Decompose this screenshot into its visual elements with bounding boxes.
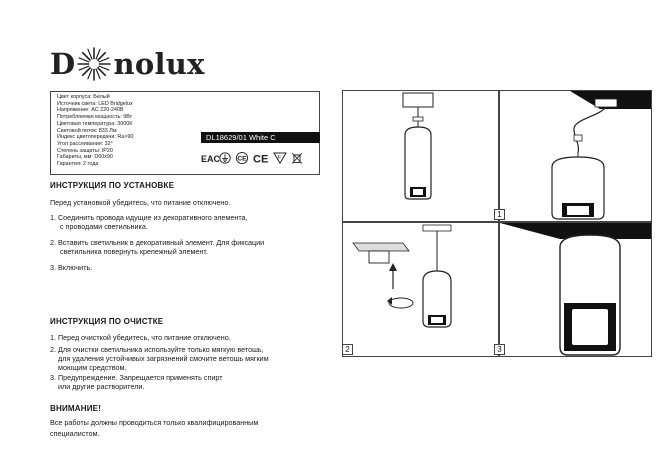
installed-fixture-illustration [500,223,651,356]
insert-and-rotate-illustration [343,223,498,356]
cleaning-step-2-cont: моющим средством. [58,363,127,372]
canopy-mount-illustration [500,91,651,221]
diagram-panel-2 [342,222,499,357]
ce-mark-text: CE [253,153,269,166]
spec-line: Гарантия: 2 года [57,161,99,168]
installation-step-3: 3. Включить. [50,263,93,272]
spec-line: Габариты, мм: D60х90 [57,154,113,161]
ce-mark-icon [253,152,269,164]
ce-mark-text: CE [237,155,247,163]
pendant-wiring-illustration [343,91,498,221]
spec-line: Индекс цветопередачи: Ra>90 [57,134,134,141]
diagram-panel-3 [499,222,652,357]
installation-step-2: 2. Вставить светильник в декоративный элемент. Для фиксации [50,238,265,247]
model-number: DL18629/01 White C [201,132,320,143]
diagram-panel-1 [342,90,499,222]
cleaning-step-3-cont: или другие растворители. [58,382,145,391]
sunburst-icon [76,46,112,82]
spec-line: Цвет корпуса: Белый [57,94,110,100]
triangle-icon [273,152,287,164]
installation-step-2-cont: светильника повернуть крепежный элемент. [60,247,208,256]
ce-mark-icon [235,152,249,164]
cleaning-step-1: 1. Перед очисткой убедитесь, что питание отключено. [50,333,231,342]
installation-step-1: 1. Соединить провода идущие из декоративного элемента, [50,213,248,222]
warning-title: ВНИМАНИЕ! [50,404,102,413]
spec-line: Световой поток: 833 Лм [57,127,117,134]
installation-title: ИНСТРУКЦИЯ ПО УСТАНОВКЕ [50,181,175,190]
cleaning-step-2-cont: для удаления устойчивых загрязнений смочите ветошь мягким [58,354,269,363]
step-number-badge: 1 [494,209,505,220]
cleaning-step-3: 3. Предупреждение. Запрещается применять спирт [50,373,223,382]
cleaning-step-2: 2. Для очистки светильника используйте только мягкую ветошь, [50,345,264,354]
warning-text-cont: специалистом. [50,429,100,438]
brand-logo-prefix: D [50,47,76,81]
spec-line: Цветовая температура: 3000К [57,120,133,127]
brand-logo-suffix: nolux [113,47,205,81]
spec-block [50,91,320,175]
spec-line: Потребляемая мощность: 9Вт [57,114,133,121]
svg-text:F: F [278,155,282,161]
spec-line: Напряжение: AC 220-240В [57,107,124,114]
spec-line: Угол рассеивания: 32° [57,140,113,147]
installation-intro: Перед установкой убедитесь, что питание отключено. [50,198,231,207]
spec-line: Степень защиты: IP20 [57,147,113,154]
warning-text: Все работы должны проводиться только квалифицированным [50,418,259,427]
diagram-panel-1b [499,90,652,222]
eac-mark-icon [201,152,221,164]
cleaning-title: ИНСТРУКЦИЯ ПО ОЧИСТКЕ [50,317,164,326]
step-number-badge: 3 [494,344,505,355]
eac-mark-text: EAC [201,154,221,164]
installation-step-1-cont: с проводами светильника. [60,222,148,231]
weee-bin-icon [291,152,303,164]
spec-list [57,94,207,168]
step-number-badge: 2 [342,344,353,355]
ground-icon [219,152,231,164]
brand-logo [50,44,205,84]
spec-line: Источник света: LED Bridgelux [57,100,133,107]
